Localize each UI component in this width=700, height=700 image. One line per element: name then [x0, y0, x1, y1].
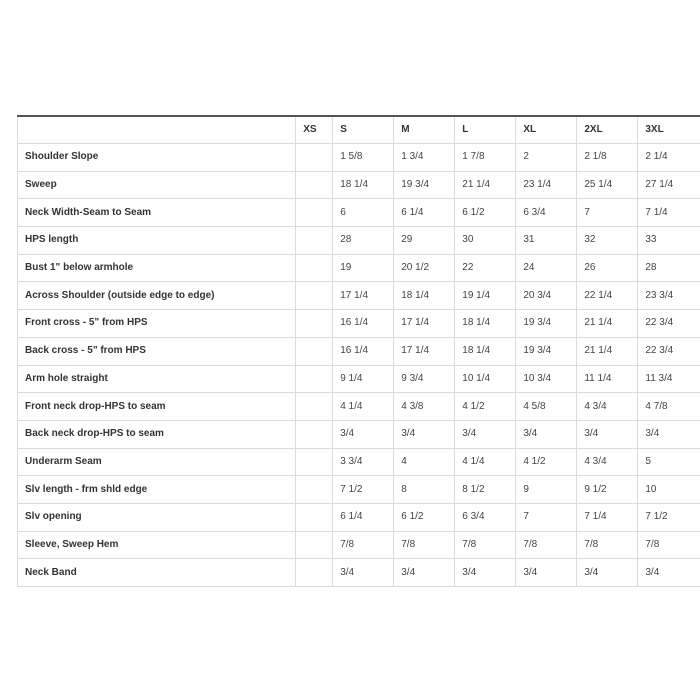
- measurement-value: 1 5/8: [333, 144, 394, 172]
- table-row: [18, 171, 700, 199]
- measurement-value: 6: [333, 199, 394, 227]
- measurement-value: 7 1/4: [577, 503, 638, 531]
- measurement-value: 4 5/8: [516, 393, 577, 421]
- table-row: [18, 227, 700, 255]
- measurement-label: Neck Band: [18, 559, 296, 587]
- measurement-value: 19 3/4: [516, 337, 577, 365]
- table-row: [18, 199, 700, 227]
- measurement-value: 2 1/4: [638, 144, 700, 172]
- measurement-value: 4 7/8: [638, 393, 700, 421]
- measurement-value: [296, 310, 333, 338]
- measurement-label: Across Shoulder (outside edge to edge): [18, 282, 296, 310]
- measurement-value: 9 1/4: [333, 365, 394, 393]
- measurement-value: [296, 448, 333, 476]
- measurement-value: 3/4: [638, 559, 700, 587]
- measurement-value: 20 3/4: [516, 282, 577, 310]
- measurement-value: 33: [638, 227, 700, 255]
- measurement-value: 24: [516, 254, 577, 282]
- header-cell-size: XL: [516, 116, 577, 144]
- measurement-value: 17 1/4: [333, 282, 394, 310]
- measurement-value: 18 1/4: [455, 337, 516, 365]
- measurement-value: [296, 503, 333, 531]
- measurement-value: 7/8: [455, 531, 516, 559]
- measurement-value: 4: [394, 448, 455, 476]
- measurement-value: 22 3/4: [638, 337, 700, 365]
- measurement-value: 7 1/4: [638, 199, 700, 227]
- measurement-value: 16 1/4: [333, 310, 394, 338]
- measurement-value: 18 1/4: [394, 282, 455, 310]
- measurement-value: 28: [638, 254, 700, 282]
- measurement-label: Shoulder Slope: [18, 144, 296, 172]
- measurement-value: 4 1/4: [455, 448, 516, 476]
- measurement-value: [296, 199, 333, 227]
- measurement-value: 7/8: [516, 531, 577, 559]
- measurement-value: 6 3/4: [455, 503, 516, 531]
- measurement-value: 4 3/4: [577, 448, 638, 476]
- header-cell-size: S: [333, 116, 394, 144]
- measurement-value: 6 3/4: [516, 199, 577, 227]
- table-row: [18, 282, 700, 310]
- measurement-value: 11 3/4: [638, 365, 700, 393]
- table-row: [18, 559, 700, 587]
- measurement-value: 3/4: [577, 559, 638, 587]
- measurement-value: 7/8: [577, 531, 638, 559]
- measurement-value: 3/4: [577, 420, 638, 448]
- measurement-value: 21 1/4: [577, 337, 638, 365]
- measurement-label: HPS length: [18, 227, 296, 255]
- measurement-value: 7 1/2: [333, 476, 394, 504]
- measurement-label: Sleeve, Sweep Hem: [18, 531, 296, 559]
- measurement-value: [296, 282, 333, 310]
- measurement-value: 6 1/2: [394, 503, 455, 531]
- measurement-value: 3/4: [394, 559, 455, 587]
- measurement-value: 6 1/2: [455, 199, 516, 227]
- measurement-value: 25 1/4: [577, 171, 638, 199]
- header-cell-size: L: [455, 116, 516, 144]
- measurement-value: 18 1/4: [455, 310, 516, 338]
- measurement-value: 10 3/4: [516, 365, 577, 393]
- measurement-value: 22 3/4: [638, 310, 700, 338]
- measurement-value: 17 1/4: [394, 337, 455, 365]
- measurement-value: 4 1/4: [333, 393, 394, 421]
- measurement-value: 19: [333, 254, 394, 282]
- measurement-value: 3/4: [455, 559, 516, 587]
- header-cell-size: M: [394, 116, 455, 144]
- measurement-value: 6 1/4: [333, 503, 394, 531]
- measurement-value: 22: [455, 254, 516, 282]
- measurement-value: 21 1/4: [577, 310, 638, 338]
- measurement-value: 3/4: [516, 420, 577, 448]
- measurement-label: Front neck drop-HPS to seam: [18, 393, 296, 421]
- measurement-value: 4 3/4: [577, 393, 638, 421]
- measurement-label: Front cross - 5" from HPS: [18, 310, 296, 338]
- measurement-value: 32: [577, 227, 638, 255]
- measurement-label: Back neck drop-HPS to seam: [18, 420, 296, 448]
- measurement-value: 2: [516, 144, 577, 172]
- table-row: [18, 254, 700, 282]
- measurement-label: Neck Width-Seam to Seam: [18, 199, 296, 227]
- measurement-value: 21 1/4: [455, 171, 516, 199]
- measurement-value: 7/8: [638, 531, 700, 559]
- size-chart-table: [17, 115, 700, 587]
- measurement-value: 28: [333, 227, 394, 255]
- measurement-value: 17 1/4: [394, 310, 455, 338]
- table-row: [18, 310, 700, 338]
- measurement-label: Sweep: [18, 171, 296, 199]
- measurement-value: 26: [577, 254, 638, 282]
- measurement-value: 3/4: [455, 420, 516, 448]
- measurement-value: 9: [516, 476, 577, 504]
- measurement-value: 1 3/4: [394, 144, 455, 172]
- measurement-value: 19 3/4: [394, 171, 455, 199]
- measurement-value: 27 1/4: [638, 171, 700, 199]
- measurement-value: 30: [455, 227, 516, 255]
- table-row: [18, 365, 700, 393]
- measurement-value: 9 3/4: [394, 365, 455, 393]
- measurement-value: 18 1/4: [333, 171, 394, 199]
- measurement-value: 10 1/4: [455, 365, 516, 393]
- measurement-value: 4 1/2: [516, 448, 577, 476]
- measurement-value: 3/4: [394, 420, 455, 448]
- header-cell-size: XS: [296, 116, 333, 144]
- table-row: [18, 476, 700, 504]
- measurement-value: 4 1/2: [455, 393, 516, 421]
- table-body: [18, 144, 700, 587]
- measurement-value: 3 3/4: [333, 448, 394, 476]
- measurement-value: 20 1/2: [394, 254, 455, 282]
- measurement-value: 31: [516, 227, 577, 255]
- measurement-value: 3/4: [638, 420, 700, 448]
- measurement-value: 7/8: [333, 531, 394, 559]
- measurement-value: 3/4: [333, 420, 394, 448]
- measurement-value: [296, 171, 333, 199]
- measurement-value: 8 1/2: [455, 476, 516, 504]
- measurement-value: [296, 476, 333, 504]
- measurement-label: Slv length - frm shld edge: [18, 476, 296, 504]
- measurement-value: 3/4: [333, 559, 394, 587]
- measurement-value: [296, 144, 333, 172]
- measurement-value: 6 1/4: [394, 199, 455, 227]
- table-row: [18, 448, 700, 476]
- measurement-value: 4 3/8: [394, 393, 455, 421]
- measurement-label: Arm hole straight: [18, 365, 296, 393]
- measurement-value: 7: [516, 503, 577, 531]
- measurement-value: [296, 227, 333, 255]
- table-row: [18, 337, 700, 365]
- measurement-value: [296, 559, 333, 587]
- measurement-value: [296, 254, 333, 282]
- measurement-label: Back cross - 5" from HPS: [18, 337, 296, 365]
- table-row: [18, 503, 700, 531]
- measurement-value: 1 7/8: [455, 144, 516, 172]
- measurement-value: 8: [394, 476, 455, 504]
- table-row: [18, 393, 700, 421]
- measurement-value: 7: [577, 199, 638, 227]
- measurement-value: 9 1/2: [577, 476, 638, 504]
- measurement-value: 23 3/4: [638, 282, 700, 310]
- measurement-value: [296, 393, 333, 421]
- measurement-value: 23 1/4: [516, 171, 577, 199]
- measurement-label: Bust 1" below armhole: [18, 254, 296, 282]
- header-cell-size: 3XL: [638, 116, 700, 144]
- measurement-value: [296, 365, 333, 393]
- measurement-value: 16 1/4: [333, 337, 394, 365]
- measurement-value: 5: [638, 448, 700, 476]
- table-row: [18, 420, 700, 448]
- measurement-value: 22 1/4: [577, 282, 638, 310]
- header-cell-measurement: [18, 116, 296, 144]
- header-row: [18, 116, 700, 144]
- measurement-value: 19 3/4: [516, 310, 577, 338]
- measurement-value: 19 1/4: [455, 282, 516, 310]
- measurement-value: 29: [394, 227, 455, 255]
- measurement-value: 7/8: [394, 531, 455, 559]
- size-chart-container: [17, 115, 700, 587]
- measurement-value: 11 1/4: [577, 365, 638, 393]
- measurement-value: [296, 420, 333, 448]
- measurement-value: 7 1/2: [638, 503, 700, 531]
- measurement-value: [296, 337, 333, 365]
- table-row: [18, 144, 700, 172]
- table-row: [18, 531, 700, 559]
- measurement-label: Underarm Seam: [18, 448, 296, 476]
- header-cell-size: 2XL: [577, 116, 638, 144]
- measurement-value: [296, 531, 333, 559]
- measurement-value: 2 1/8: [577, 144, 638, 172]
- measurement-value: 10: [638, 476, 700, 504]
- measurement-label: Slv opening: [18, 503, 296, 531]
- measurement-value: 3/4: [516, 559, 577, 587]
